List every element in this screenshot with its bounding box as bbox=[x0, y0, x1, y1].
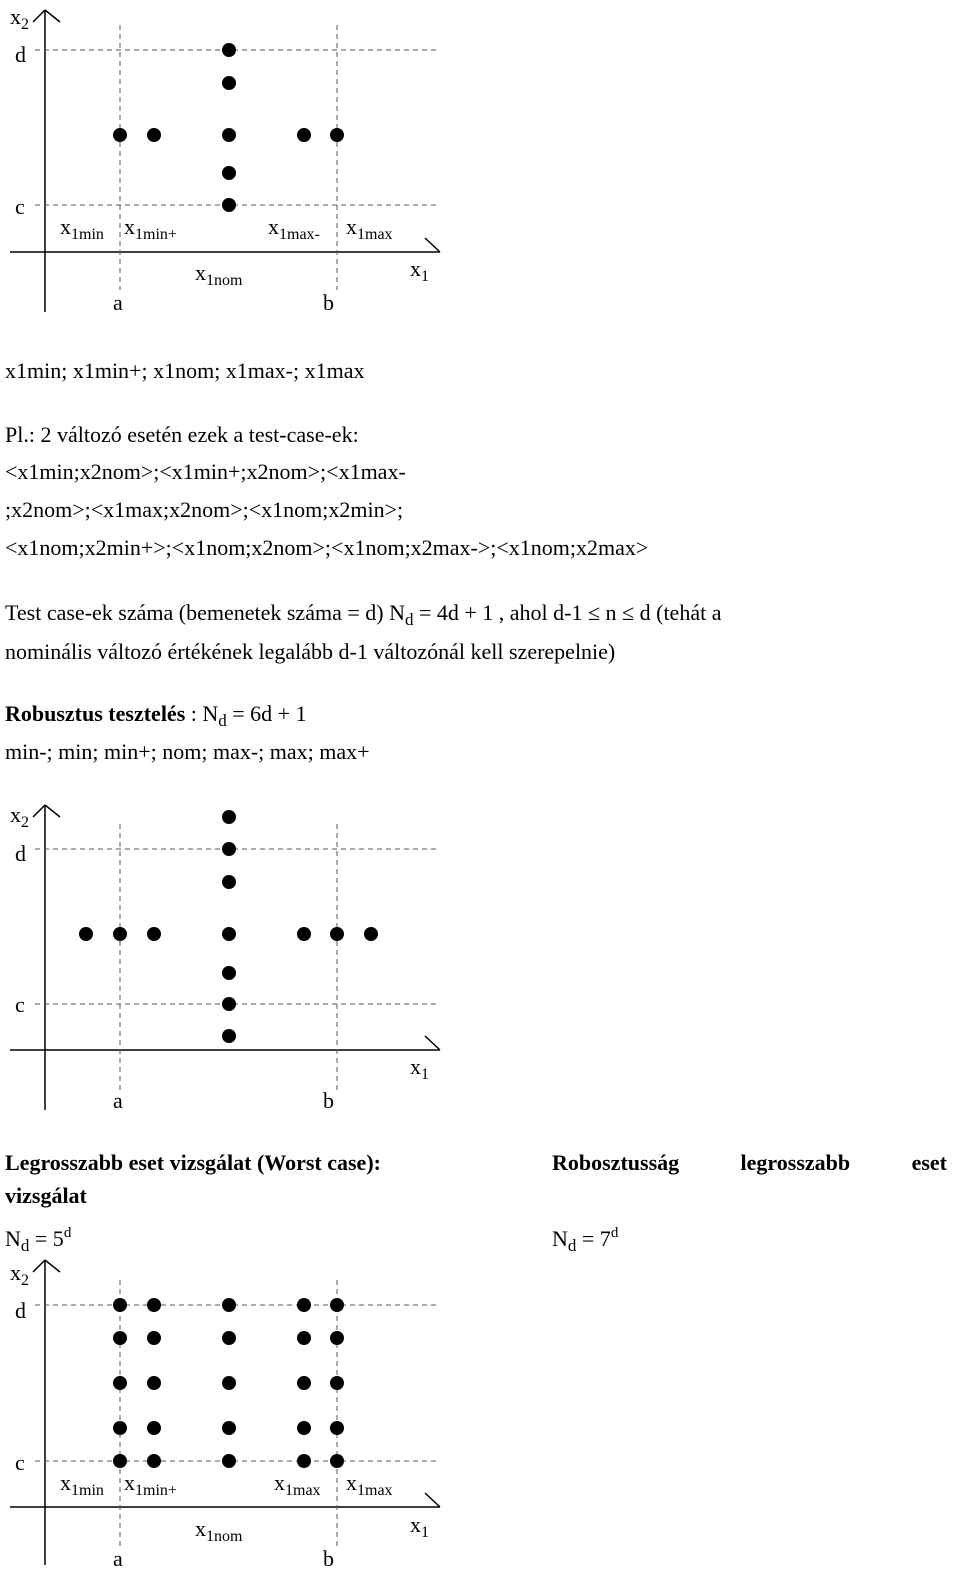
test-point bbox=[222, 875, 236, 889]
diagram-1 bbox=[0, 0, 960, 330]
test-point bbox=[222, 128, 236, 142]
d1-x1nom-label: $x_{1nom}$ bbox=[195, 260, 243, 289]
d1-x1max-label: $x_{1max}$ bbox=[346, 214, 393, 243]
d3-a-label: a bbox=[113, 1546, 123, 1571]
test-point bbox=[79, 927, 93, 941]
diagram-3 bbox=[0, 1255, 960, 1585]
test-point bbox=[147, 128, 161, 142]
test-point bbox=[222, 1298, 236, 1312]
test-point bbox=[113, 1331, 127, 1345]
example-row-2: ;x2nom>;<x1max;x2nom>;<x1nom;x2min>; bbox=[5, 497, 404, 522]
d2-c-label: c bbox=[15, 992, 25, 1017]
test-point bbox=[222, 966, 236, 980]
test-point bbox=[222, 1029, 236, 1043]
test-point bbox=[364, 927, 378, 941]
test-point bbox=[330, 1298, 344, 1312]
d2-a-label: a bbox=[113, 1088, 123, 1113]
test-point bbox=[297, 1331, 311, 1345]
d3-x1nom-label: $x_{1nom}$ bbox=[195, 1516, 243, 1545]
d1-x1minplus-label: $x_{1min+}$ bbox=[124, 214, 177, 243]
d2-axis-x-label: $x_1$ bbox=[410, 1054, 429, 1083]
test-point bbox=[113, 1454, 127, 1468]
d3-x1max-a-label: $x_{1max}$ bbox=[274, 1470, 321, 1499]
test-point bbox=[113, 128, 127, 142]
d3-axis-x-label: $x_1$ bbox=[410, 1512, 429, 1541]
test-point bbox=[222, 166, 236, 180]
d3-x1max-b-label: $x_{1max}$ bbox=[346, 1470, 393, 1499]
test-point bbox=[222, 1421, 236, 1435]
test-point bbox=[297, 1454, 311, 1468]
d1-axis-y-label: $x_2$ bbox=[10, 4, 29, 33]
d1-a-label: a bbox=[113, 290, 123, 315]
example-row-1: <x1min;x2nom>;<x1min+;x2nom>;<x1max- bbox=[5, 459, 406, 484]
test-point bbox=[147, 1331, 161, 1345]
test-point bbox=[147, 927, 161, 941]
d3-d-label: d bbox=[15, 1298, 26, 1323]
d3-c-label: c bbox=[15, 1450, 25, 1475]
test-point bbox=[330, 1454, 344, 1468]
test-point bbox=[297, 1421, 311, 1435]
test-point bbox=[330, 1376, 344, 1390]
test-point bbox=[297, 927, 311, 941]
worst-case-formula: $N_d = 5^d$ bbox=[5, 1225, 72, 1255]
test-point bbox=[297, 1298, 311, 1312]
test-count-line: Test case-ek száma (bemenetek száma = d) $N_d = 4d + 1$ , ahol d-1 ≤ n ≤ d (tehát a bbox=[5, 600, 722, 629]
robust-worst-formula: $N_d = 7^d$ bbox=[552, 1225, 619, 1255]
worst-case-title: Legrosszabb eset vizsgálat (Worst case): bbox=[5, 1150, 381, 1175]
test-point bbox=[330, 1331, 344, 1345]
d3-axis-y-label: $x_2$ bbox=[10, 1260, 29, 1289]
d1-x1maxminus-label: $x_{1max-}$ bbox=[268, 214, 320, 243]
test-point bbox=[222, 810, 236, 824]
test-point bbox=[113, 1376, 127, 1390]
d3-x1minplus-label: $x_{1min+}$ bbox=[124, 1470, 177, 1499]
diagram-2 bbox=[0, 800, 960, 1120]
d2-b-label: b bbox=[323, 1088, 334, 1113]
test-point bbox=[222, 1331, 236, 1345]
test-point bbox=[297, 128, 311, 142]
d2-axis-y-label: $x_2$ bbox=[10, 802, 29, 831]
d1-d-label: d bbox=[15, 42, 26, 67]
robust-list: min-; min; min+; nom; max-; max; max+ bbox=[5, 739, 370, 764]
test-point bbox=[222, 927, 236, 941]
d1-b-label: b bbox=[323, 290, 334, 315]
test-point bbox=[113, 1421, 127, 1435]
robust-worst-title: Robosztusság legrosszabb eset bbox=[552, 1150, 947, 1175]
d3-x1min-label: $x_{1min}$ bbox=[60, 1470, 104, 1499]
test-point bbox=[222, 198, 236, 212]
robust-heading: Robusztus tesztelés : $N_d = 6d + 1$ bbox=[5, 701, 307, 730]
worst-case-title-2: vizsgálat bbox=[5, 1183, 87, 1208]
test-point bbox=[113, 1298, 127, 1312]
test-point bbox=[113, 927, 127, 941]
test-point bbox=[222, 76, 236, 90]
test-point bbox=[222, 43, 236, 57]
d2-d-label: d bbox=[15, 841, 26, 866]
test-point bbox=[222, 997, 236, 1011]
test-point bbox=[330, 927, 344, 941]
test-point bbox=[222, 1376, 236, 1390]
d3-b-label: b bbox=[323, 1546, 334, 1571]
test-point bbox=[147, 1376, 161, 1390]
example-row-3: <x1nom;x2min+>;<x1nom;x2nom>;<x1nom;x2max->;<x1nom;x2max> bbox=[5, 535, 649, 560]
test-point bbox=[222, 842, 236, 856]
test-point bbox=[147, 1421, 161, 1435]
test-count-line-2: nominális változó értékének legalább d-1 változónál kell szerepelnie) bbox=[5, 639, 616, 664]
d1-axis-x-label: $x_1$ bbox=[410, 256, 429, 285]
test-point bbox=[147, 1454, 161, 1468]
variable-list: x1min; x1min+; x1nom; x1max-; x1max bbox=[5, 358, 365, 383]
d1-x1min-label: $x_{1min}$ bbox=[60, 214, 104, 243]
test-point bbox=[330, 128, 344, 142]
test-point bbox=[330, 1421, 344, 1435]
test-point bbox=[222, 1454, 236, 1468]
d1-c-label: c bbox=[15, 194, 25, 219]
test-point bbox=[297, 1376, 311, 1390]
example-intro: Pl.: 2 változó esetén ezek a test-case-ek: bbox=[5, 422, 359, 447]
test-point bbox=[147, 1298, 161, 1312]
